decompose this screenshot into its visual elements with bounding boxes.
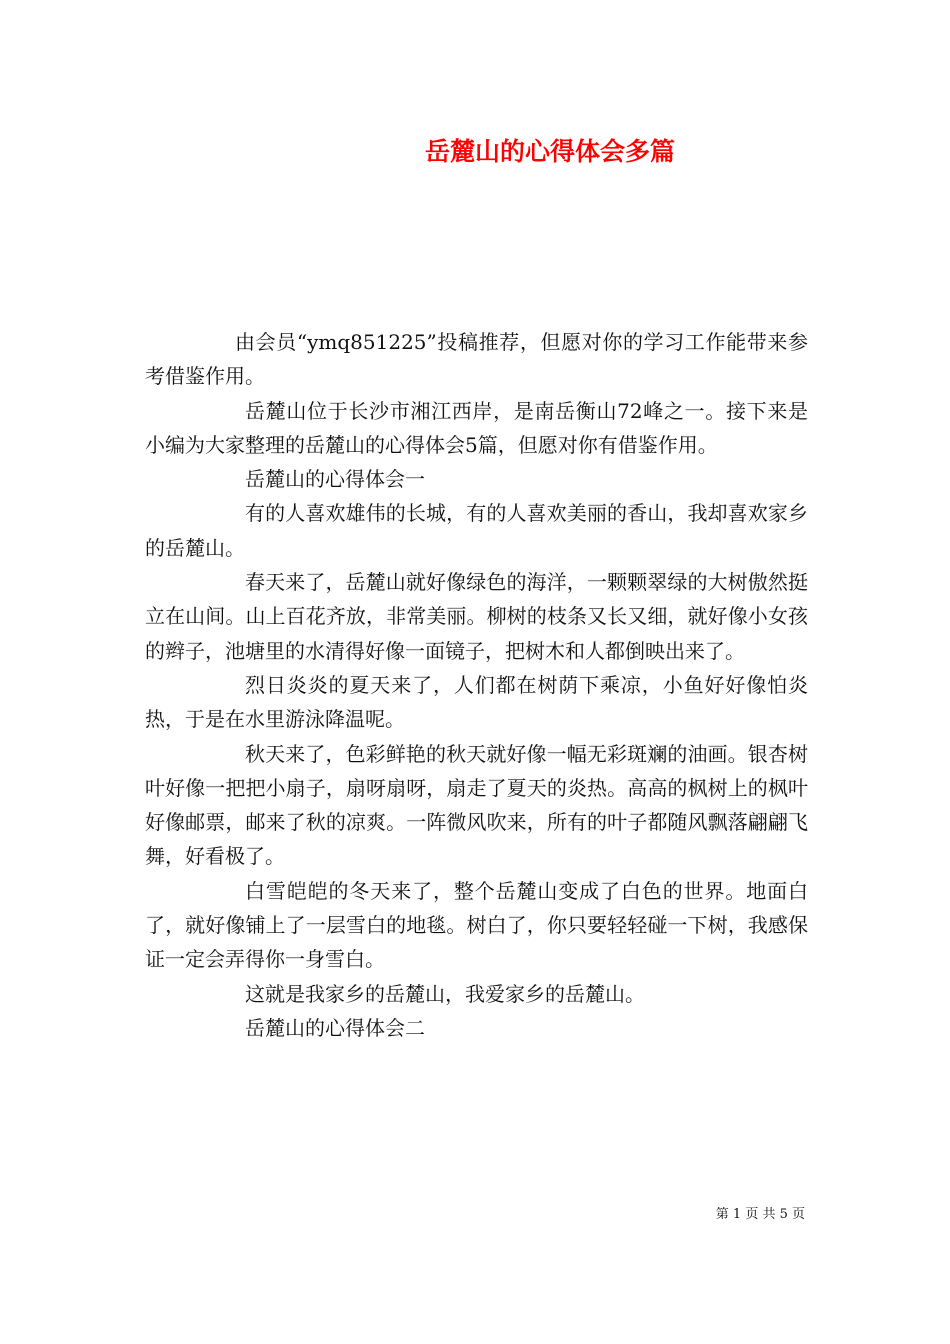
body-paragraph: 白雪皑皑的冬天来了，整个岳麓山变成了白色的世界。地面白了，就好像铺上了一层雪白的地毯。树白了，你只要轻轻碰一下树，我感保证一定会弄得你一身雪白。 [145,878,808,972]
intro-paragraph: 由会员“ymq851225”投稿推荐，但愿对你的学习工作能带来参考借鉴作用。 [145,330,808,389]
body-paragraph: 这就是我家乡的岳麓山，我爱家乡的岳麓山。 [245,981,645,1006]
body-paragraph: 烈日炎炎的夏天来了，人们都在树荫下乘凉，小鱼好好像怕炎热，于是在水里游泳降温呢。 [145,672,808,732]
summary-paragraph: 岳麓山位于长沙市湘江西岸，是南岳衡山72峰之一。接下来是小编为大家整理的岳麓山的心得体会5篇，但愿对你有借鉴作用。 [145,398,808,457]
page-number-footer: 第 1 页 共 5 页 [715,1207,805,1222]
body-paragraph: 春天来了，岳麓山就好像绿色的海洋，一颗颗翠绿的大树傲然挺立在山间。山上百花齐放，非常美丽。柳树的枝条又长又细，就好像小女孩的辫子，池塘里的水清得好像一面镜子，把树木和人都倒映出来了。 [145,570,808,663]
document-body [145,325,808,1045]
section-heading-1: 岳麓山的心得体会一 [245,467,425,492]
body-paragraph: 秋天来了，色彩鲜艳的秋天就好像一幅无彩斑斓的油画。银杏树叶好像一把把小扇子，扇呀扇呀，扇走了夏天的炎热。高高的枫树上的枫叶好像邮票，邮来了秋的凉爽。一阵微风吹来，所有的叶子都随风飘落翩翩飞舞，好看极了。 [145,741,808,869]
body-paragraph: 有的人喜欢雄伟的长城，有的人喜欢美丽的香山，我却喜欢家乡的岳麓山。 [145,501,808,560]
document-title: 岳麓山的心得体会多篇 [424,137,675,166]
section-heading-2: 岳麓山的心得体会二 [245,1015,425,1040]
